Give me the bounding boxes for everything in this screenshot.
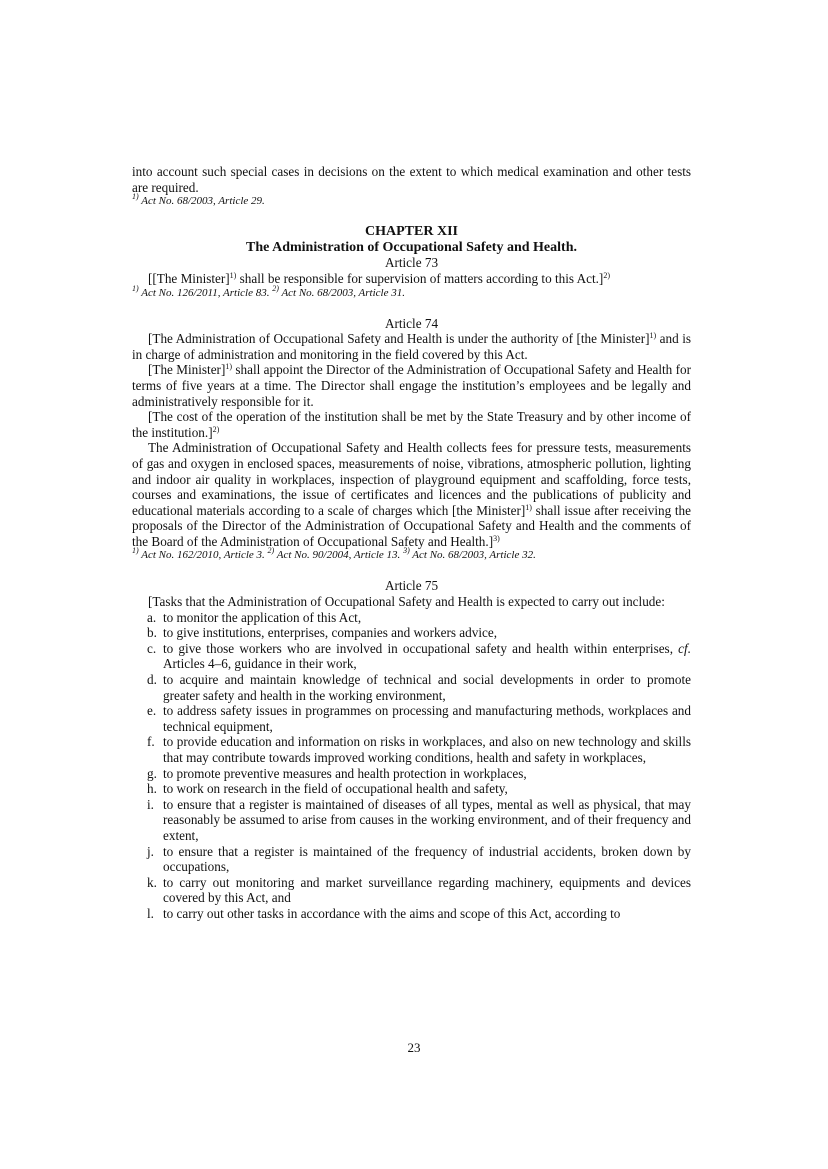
chapter-title: The Administration of Occupational Safety and Health. <box>246 239 577 255</box>
list-item: a. to monitor the application of this Act, <box>147 609 362 625</box>
list-item: b. to give institutions, enterprises, companies and workers advice, <box>147 625 498 641</box>
list-item: c. to give those workers who are involved in occupational safety and health within enterprises, cf. Articles 4–6, guidance in their work, <box>147 640 691 672</box>
article-75-intro: [Tasks that the Administration of Occupational Safety and Health is expected to carry out include: <box>148 594 665 610</box>
article-74-paragraph-1: [The Administration of Occupational Safety and Health is under the authority of [the Minister]$^{1)}$ and is in charge of administration and monitoring in the field covered by this Act. <box>132 331 691 362</box>
list-item: d. to acquire and maintain knowledge of technical and social developments in order to promote greater safety and health in the working environment, <box>147 672 691 703</box>
list-item: l. to carry out other tasks in accordance with the aims and scope of this Act, according to <box>147 905 621 921</box>
article-74-heading: Article 74 <box>384 315 439 331</box>
intro-paragraph: into account such special cases in decisions on the extent to which medical examination and other tests are required. <box>132 164 691 195</box>
document-page <box>132 164 691 922</box>
list-item: h. to work on research in the field of occupational health and safety, <box>147 781 508 797</box>
article-73-footnote: $^{1)}$ Act No. 126/2011, Article 83. $^{2)}$ Act No. 68/2003, Article 31. <box>132 283 405 299</box>
page-number: 23 <box>407 1040 421 1055</box>
list-item: g. to promote preventive measures and health protection in workplaces, <box>147 765 527 781</box>
list-item: k. to carry out monitoring and market surveillance regarding machinery, equipments and devices covered by this Act, and <box>147 874 691 906</box>
list-item: j. to ensure that a register is maintained of the frequency of industrial accidents, broken down by occupations, <box>147 843 691 875</box>
article-73-paragraph: [[The Minister]$^{1)}$ shall be responsible for supervision of matters according to this Act.]$^{2)}$ <box>148 270 610 286</box>
intro-footnote: $^{1)}$ Act No. 68/2003, Article 29. <box>132 192 265 208</box>
list-item: e. to address safety issues in programmes on processing and manufacturing methods, workplaces and technical equipment, <box>147 703 691 734</box>
article-74-paragraph-2: [The Minister]$^{1)}$ shall appoint the Director of the Administration of Occupational Safety and Health for terms of five years at a time. The Director shall engage the institution’s employees and be legally and administratively responsible for it. <box>132 362 691 409</box>
article-73-heading: Article 73 <box>384 255 439 271</box>
article-75-heading: Article 75 <box>384 578 439 594</box>
article-74-paragraph-3: [The cost of the operation of the institution shall be met by the State Treasury and by other income of the institution.]$^{2)}$ <box>132 409 691 440</box>
article-75-task-list <box>132 610 691 922</box>
article-74-paragraph-4: The Administration of Occupational Safety and Health collects fees for pressure tests, measurements of gas and oxygen in enclosed spaces, measurements of noise, vibrations, atmospheric pollution, lighting and indoor air quality in workplaces, inspection of playground equipment and scaffolding, force tests, courses and examinations, the issue of certificates and licences and the publications of publicity and educational materials according to a scale of charges which [the Minister]$^{1)}$ shall issue after receiving the proposals of the Director of the Administration of Occupational Safety and Health and the comments of the Board of the Administration of Occupational Safety and Health.]$^{3)}$ <box>132 440 691 549</box>
chapter-heading: CHAPTER XII <box>365 224 458 240</box>
list-item: i. to ensure that a register is maintained of diseases of all types, mental as well as physical, that may reasonably be assumed to arise from causes in the working environment, and of their frequency and extent, <box>147 796 691 843</box>
list-item: f. to provide education and information on risks in workplaces, and also on new technology and skills that may contribute towards improved working conditions, health and safety in workplaces, <box>147 734 691 765</box>
article-74-footnote: $^{1)}$ Act No. 162/2010, Article 3. $^{2)}$ Act No. 90/2004, Article 13. $^{3)}$ Act No. 68/2003, Article 32. <box>132 546 536 562</box>
